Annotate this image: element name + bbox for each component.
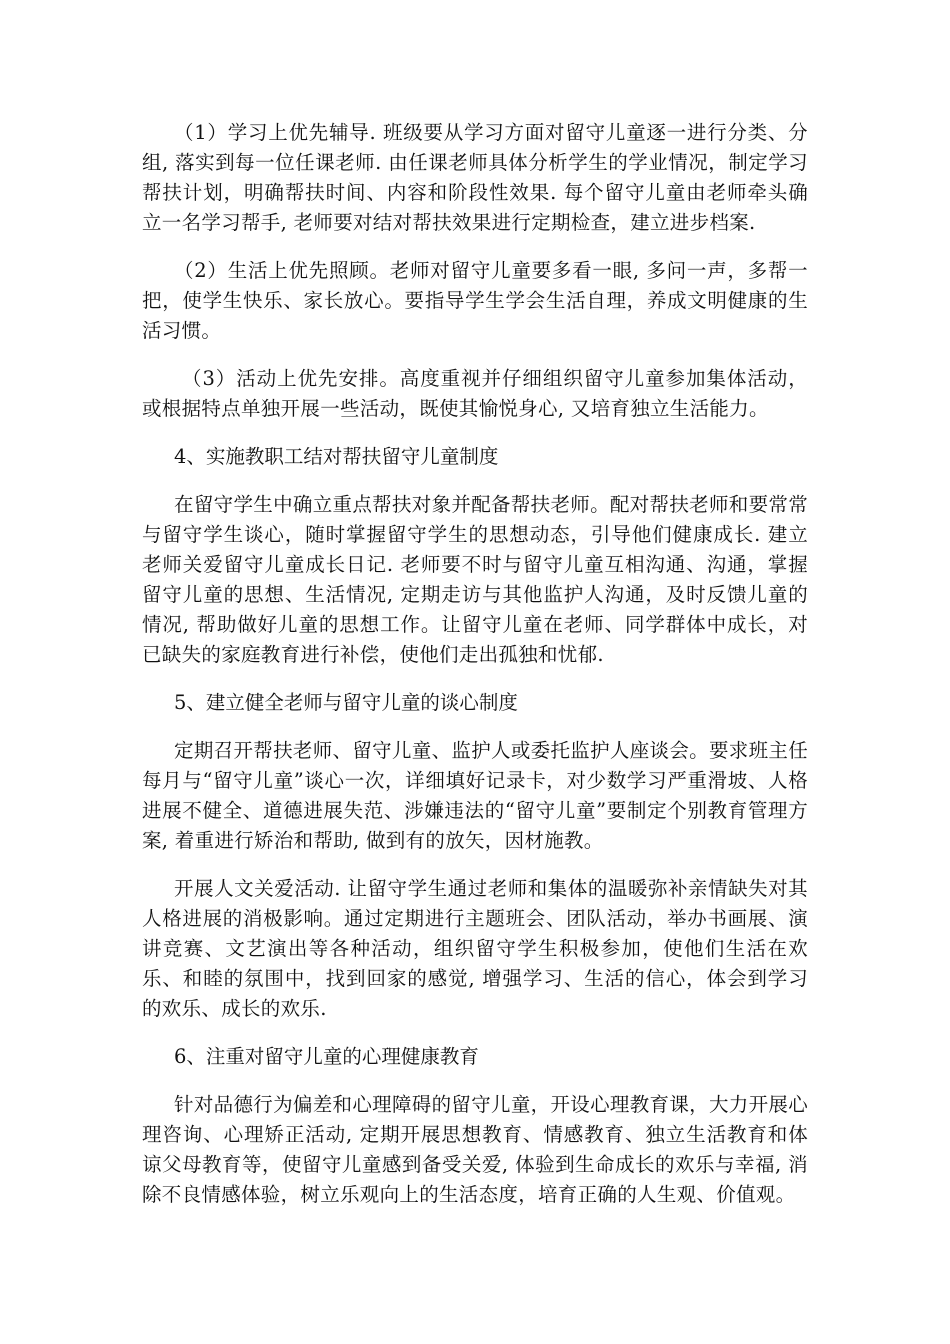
paragraph-mental-health: 针对品德行为偏差和心理障碍的留守儿童，开设心理教育课，大力开展心理咨询、心理矫正活动, 定期开展思想教育、情感教育、独立生活教育和体谅父母教育等，使留守儿童感到备受关爱, 体验到生命成长的欢乐与幸福, 消除不良情感体验，树立乐观向上的生活态度，培育正确的人生观、价值观。 [142,1093,808,1206]
section-heading-4: 4、实施教职工结对帮扶留守儿童制度 [174,445,499,468]
paragraph-heart-talk: 定期召开帮扶老师、留守儿童、监护人或委托监护人座谈会。要求班主任每月与“留守儿童”谈心一次，详细填好记录卡，对少数学习严重滑坡、人格进展不健全、道德进展失范、涉嫌违法的“留守儿童”要制定个别教育管理方案, 着重进行矫治和帮助, 做到有的放矢，因材施教。 [142,739,808,852]
paragraph-study-tutoring: （1）学习上优先辅导. 班级要从学习方面对留守儿童逐一进行分类、分组, 落实到每一位任课老师. 由任课老师具体分析学生的学业情况，制定学习帮扶计划，明确帮扶时间、内容和阶段性效果. 每个留守儿童由老师牵头确立一名学习帮手, 老师要对结对帮扶效果进行定期检查，建立进步档案. [142,121,808,234]
document-body [142,118,808,1228]
paragraph-activity-arrangement: （3）活动上优先安排。高度重视并仔细组织留守儿童参加集体活动，或根据特点单独开展一些活动，既使其愉悦身心, 又培育独立生活能力。 [142,367,808,420]
section-heading-5: 5、建立健全老师与留守儿童的谈心制度 [174,691,518,714]
paragraph-humanistic-care: 开展人文关爱活动. 让留守学生通过老师和集体的温暖弥补亲情缺失对其人格进展的消极影响。通过定期进行主题班会、团队活动，举办书画展、演讲竞赛、文艺演出等各种活动，组织留守学生积极参加，使他们生活在欢乐、和睦的氛围中，找到回家的感觉, 增强学习、生活的信心，体会到学习的欢乐、成长的欢乐. [142,877,808,1020]
section-heading-6: 6、注重对留守儿童的心理健康教育 [174,1045,479,1068]
paragraph-life-care: （2）生活上优先照顾。老师对留守儿童要多看一眼, 多问一声，多帮一把，使学生快乐、家长放心。要指导学生学会生活自理，养成文明健康的生活习惯。 [142,259,808,342]
paragraph-staff-pairing: 在留守学生中确立重点帮扶对象并配备帮扶老师。配对帮扶老师和要常常与留守学生谈心，随时掌握留守学生的思想动态，引导他们健康成长. 建立老师关爱留守儿童成长日记. 老师要不时与留守儿童互相沟通、沟通，掌握留守儿童的思想、生活情况, 定期走访与其他监护人沟通，及时反馈儿童的情况, 帮助做好儿童的思想工作。让留守儿童在老师、同学群体中成长，对已缺失的家庭教育进行补偿，使他们走出孤独和忧郁. [142,493,808,666]
